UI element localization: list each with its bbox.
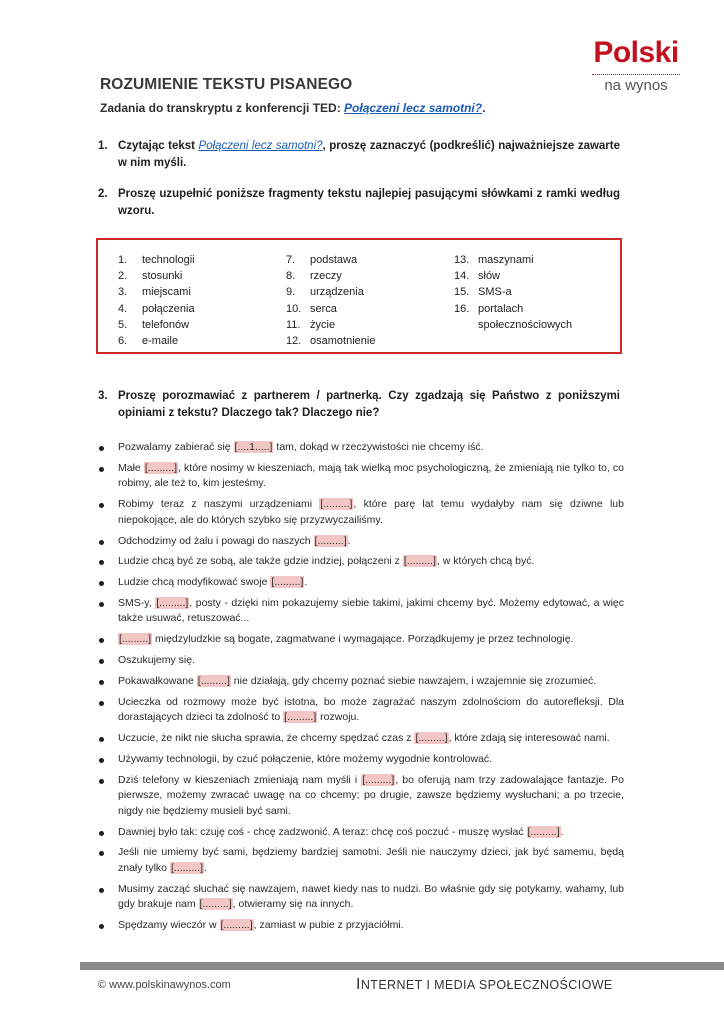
bullet-icon bbox=[99, 924, 104, 929]
word-text: słów bbox=[478, 270, 501, 283]
sentence-item bbox=[98, 596, 624, 627]
word-text: telefonów bbox=[142, 318, 190, 331]
bullet-icon bbox=[99, 581, 104, 586]
word-item bbox=[454, 268, 572, 284]
sentence-text: Pozwalamy zabierać się bbox=[118, 441, 234, 453]
word-text: rzeczy bbox=[310, 270, 342, 283]
sentence-item bbox=[98, 674, 624, 690]
logo-tagline: na wynos bbox=[604, 77, 668, 94]
task-number: 1. bbox=[98, 140, 108, 152]
sentence-item bbox=[98, 653, 624, 669]
page-title: ROZUMIENIE TEKSTU PISANEGO bbox=[100, 76, 353, 93]
sentence-item bbox=[98, 534, 624, 550]
word-column-3 bbox=[454, 252, 572, 333]
gap-blank[interactable]: [.........] bbox=[156, 596, 189, 609]
gap-blank[interactable]: [.........] bbox=[199, 898, 232, 911]
word-text: maszynami bbox=[478, 254, 534, 266]
bullet-icon bbox=[99, 758, 104, 763]
task-text: Proszę uzupełnić poniższe fragmenty tekstu najlepiej pasującymi słówkami z ramki według wzoru. bbox=[118, 188, 620, 217]
sentence-text: Używamy technologii, by czuć połączenie, które możemy wygodnie kontrolować. bbox=[118, 752, 493, 765]
word-item bbox=[286, 333, 375, 349]
bullet-icon bbox=[99, 602, 104, 607]
sentence-text: , posty - dzięki nim pokazujemy siebie takimi, jakimi chcemy być. Możemy edytować, a więc także usuwać, retuszować... bbox=[118, 596, 624, 625]
sentence-text: rozwoju. bbox=[317, 711, 360, 724]
gap-blank[interactable]: [.........] bbox=[271, 576, 304, 589]
gap-blank[interactable]: [.........] bbox=[362, 773, 395, 786]
gap-blank[interactable]: [.........] bbox=[403, 555, 436, 568]
gap-blank[interactable]: [....1.....] bbox=[234, 441, 273, 453]
sentence-item bbox=[98, 575, 624, 591]
sentence-item bbox=[98, 695, 624, 726]
gap-blank[interactable]: [.........] bbox=[284, 711, 317, 724]
gap-blank[interactable]: [.........] bbox=[415, 731, 448, 744]
word-item bbox=[454, 301, 572, 333]
task-number: 3. bbox=[98, 390, 108, 402]
task-link[interactable]: Połączeni lecz samotni? bbox=[198, 140, 323, 152]
word-item bbox=[118, 284, 195, 300]
sentence-text: , które zdają się interesować nami. bbox=[448, 731, 610, 744]
word-number: 6. bbox=[118, 335, 128, 348]
word-box bbox=[96, 238, 622, 354]
sentence-item bbox=[98, 554, 624, 570]
gap-blank[interactable]: [.........] bbox=[527, 825, 560, 838]
word-number: 10. bbox=[286, 302, 302, 315]
sentence-text: , otwieramy się na innych. bbox=[232, 898, 354, 911]
bullet-icon bbox=[99, 737, 104, 742]
sentence-text: Pokawałkowane bbox=[118, 674, 197, 687]
bullet-icon bbox=[99, 701, 104, 706]
task-text-part: , proszę zaznaczyć (podkreślić) najważniejsze zawarte w nim myśli. bbox=[118, 140, 621, 169]
sentence-text: Dziś telefony w kieszeniach zmieniają nam myśli i bbox=[118, 773, 362, 786]
sentence-text: Ludzie chcą modyfikować swoje bbox=[118, 576, 271, 589]
word-item bbox=[286, 284, 375, 300]
word-item bbox=[286, 252, 375, 268]
task-number: 2. bbox=[98, 188, 108, 200]
sentence-text: . bbox=[347, 534, 351, 547]
bullet-icon bbox=[99, 446, 104, 451]
word-text: technologii bbox=[142, 254, 195, 266]
sentence-item bbox=[98, 918, 624, 934]
bullet-icon bbox=[99, 831, 104, 836]
sentence-text: , bo oferują nam trzy zadowalające fantazje. Po pierwsze, możemy zwracać uwagę na co chcemy; po drugie, zawsze będziemy wysłuchani; a po trzecie, nigdy nie będziemy musieli być sami. bbox=[118, 773, 625, 817]
word-text: osamotnienie bbox=[310, 335, 376, 348]
sentence-item bbox=[98, 752, 624, 768]
sentence-text: Uczucie, że nikt nie słucha sprawia, że chcemy spędzać czas z bbox=[118, 731, 415, 744]
word-column-2 bbox=[286, 252, 375, 349]
sentence-text: , które nosimy w kieszeniach, mają tak wielką moc psychologiczną, że zmieniają nie tylko to, co robimy, ale też to, kim jesteśmy. bbox=[118, 461, 624, 490]
word-number: 2. bbox=[118, 270, 128, 283]
word-number: 8. bbox=[286, 270, 296, 283]
sentence-text: Dawniej było tak: czuję coś - chcę zadzwonić. A teraz: chcę coś poczuć - muszę wysłać bbox=[118, 825, 527, 838]
word-item bbox=[118, 252, 195, 268]
gap-blank[interactable]: [.........] bbox=[119, 633, 152, 646]
word-number: 9. bbox=[286, 286, 296, 299]
word-text: życie bbox=[310, 318, 336, 331]
sentence-text: Spędzamy wieczór w bbox=[118, 919, 220, 932]
word-number: 3. bbox=[118, 286, 128, 299]
sentence-item bbox=[98, 773, 624, 820]
bullet-icon bbox=[99, 560, 104, 565]
sentence-text: Oszukujemy się. bbox=[118, 654, 196, 667]
task-1 bbox=[98, 138, 620, 172]
word-number: 12. bbox=[286, 335, 302, 348]
word-item bbox=[454, 284, 572, 300]
task-text-part: Czytając tekst bbox=[118, 140, 199, 152]
word-text: SMS-a bbox=[478, 286, 512, 299]
word-number: 13. bbox=[454, 254, 470, 266]
sentence-text: Jeśli nie umiemy być sami, będziemy bardziej samotni. Jeśli nie nauczymy dzieci, jak być samemu, będą znały tylko bbox=[118, 846, 624, 874]
gap-blank[interactable]: [.........] bbox=[170, 861, 204, 874]
sentence-item bbox=[98, 632, 624, 648]
gap-blank[interactable]: [.........] bbox=[320, 498, 353, 511]
subtitle-link[interactable]: Połączeni lecz samotni? bbox=[344, 101, 483, 115]
task-text bbox=[118, 138, 620, 172]
task-3 bbox=[98, 388, 620, 422]
footer-topic bbox=[356, 976, 613, 994]
bullet-icon bbox=[99, 503, 104, 508]
sentence-text: , zamiast w pubie z przyjaciółmi. bbox=[253, 919, 404, 932]
sentence-text: Ludzie chcą być ze sobą, ale także gdzie indziej, połączeni z bbox=[118, 555, 403, 568]
bullet-icon bbox=[99, 851, 104, 856]
sentence-text: Odchodzimy od żalu i powagi do naszych bbox=[118, 534, 314, 547]
bullet-icon bbox=[99, 540, 104, 545]
footer-website: © www.polskinawynos.com bbox=[98, 979, 231, 991]
word-item bbox=[118, 268, 195, 284]
sentence-text: Ucieczka od rozmowy może być istotna, bo może zagrażać naszym zdolnościom do autorefleksji. Dla dorastających dzieci ta zdolność to bbox=[118, 695, 624, 724]
footer-divider bbox=[80, 962, 724, 970]
word-column-1 bbox=[118, 252, 195, 349]
bullet-icon bbox=[99, 779, 104, 784]
word-item bbox=[286, 317, 375, 333]
bullet-icon bbox=[99, 680, 104, 685]
bullet-icon bbox=[99, 659, 104, 664]
sentence-text: . bbox=[204, 861, 207, 874]
word-text: urządzenia bbox=[310, 286, 364, 299]
subtitle-suffix: . bbox=[482, 101, 486, 115]
sentence-text: , które parę lat temu wydałyby nam się dziwne lub niepokojące, ale do których szybko się przyzwyczailiśmy. bbox=[118, 498, 624, 526]
sentence-text: Robimy teraz z naszymi urządzeniami bbox=[118, 498, 320, 511]
sentence-item bbox=[98, 731, 624, 747]
gap-blank[interactable]: [.........] bbox=[220, 919, 253, 932]
word-text: serca bbox=[310, 302, 337, 315]
word-number: 1. bbox=[118, 254, 128, 266]
word-text: stosunki bbox=[142, 270, 183, 283]
word-item bbox=[118, 317, 195, 333]
sentence-item bbox=[98, 461, 624, 492]
sentence-text: tam, dokąd w rzeczywistości nie chcemy iść. bbox=[273, 441, 484, 453]
bullet-icon bbox=[99, 467, 104, 472]
task-text: Proszę porozmawiać z partnerem / partnerką. Czy zgadzają się Państwo z poniższymi opiniami z tekstu? Dlaczego tak? Dlaczego nie? bbox=[118, 390, 620, 419]
word-item bbox=[286, 268, 375, 284]
word-number: 4. bbox=[118, 302, 128, 315]
sentence-text: . bbox=[560, 825, 564, 838]
gap-blank[interactable]: [.........] bbox=[197, 674, 230, 687]
sentence-text: Musimy zacząć słuchać się nawzajem, nawet kiedy nas to nudzi. Bo właśnie gdy się potykamy, wahamy, lub gdy brakuje nam bbox=[118, 882, 624, 911]
word-item bbox=[286, 301, 375, 317]
sentence-item bbox=[98, 440, 624, 456]
logo-divider bbox=[592, 74, 680, 75]
word-text: miejscami bbox=[142, 286, 191, 299]
logo-wordmark: Polski bbox=[593, 36, 679, 69]
gap-blank[interactable]: [.........] bbox=[144, 461, 177, 474]
footer-topic-initial: I bbox=[356, 976, 361, 993]
sentence-text: międzyludzkie są bogate, zagmatwane i wymagające. Porządkujemy je przez technologię. bbox=[152, 633, 574, 646]
sentence-item bbox=[98, 882, 624, 913]
word-text: połączenia bbox=[142, 302, 195, 315]
footer-topic-rest: NTERNET I MEDIA SPOŁECZNOŚCIOWE bbox=[360, 978, 613, 992]
word-number: 14. bbox=[454, 270, 470, 283]
word-text-continued: społecznościowych bbox=[478, 318, 573, 331]
sentence-text: nie działają, gdy chcemy poznać siebie nawzajem, i wzajemnie się zrozumieć. bbox=[230, 674, 597, 687]
word-item bbox=[118, 301, 195, 317]
sentence-text: SMS-y, bbox=[118, 596, 156, 609]
word-number: 7. bbox=[286, 254, 296, 266]
sentence-text: . bbox=[304, 576, 308, 589]
word-text: e-maile bbox=[142, 335, 179, 348]
sentence-item bbox=[98, 825, 624, 841]
sentence-list bbox=[98, 440, 624, 939]
word-number: 16. bbox=[454, 302, 470, 315]
word-number: 5. bbox=[118, 318, 128, 331]
sentence-item bbox=[98, 845, 624, 876]
brand-logo bbox=[580, 38, 692, 95]
sentence-item bbox=[98, 497, 624, 528]
word-number: 15. bbox=[454, 286, 470, 299]
task-2 bbox=[98, 186, 620, 220]
word-number: 11. bbox=[286, 318, 301, 331]
page-subtitle bbox=[100, 101, 485, 115]
sentence-text: , w których chcą być. bbox=[436, 555, 535, 568]
word-text: portalach bbox=[478, 302, 524, 315]
bullet-icon bbox=[99, 888, 104, 893]
bullet-icon bbox=[99, 638, 104, 643]
sentence-text: Małe bbox=[118, 461, 144, 474]
word-item bbox=[454, 252, 572, 268]
subtitle-text: Zadania do transkryptu z konferencji TED: bbox=[100, 101, 345, 115]
word-item bbox=[118, 333, 195, 349]
word-text: podstawa bbox=[310, 254, 358, 266]
gap-blank[interactable]: [.........] bbox=[314, 534, 347, 547]
